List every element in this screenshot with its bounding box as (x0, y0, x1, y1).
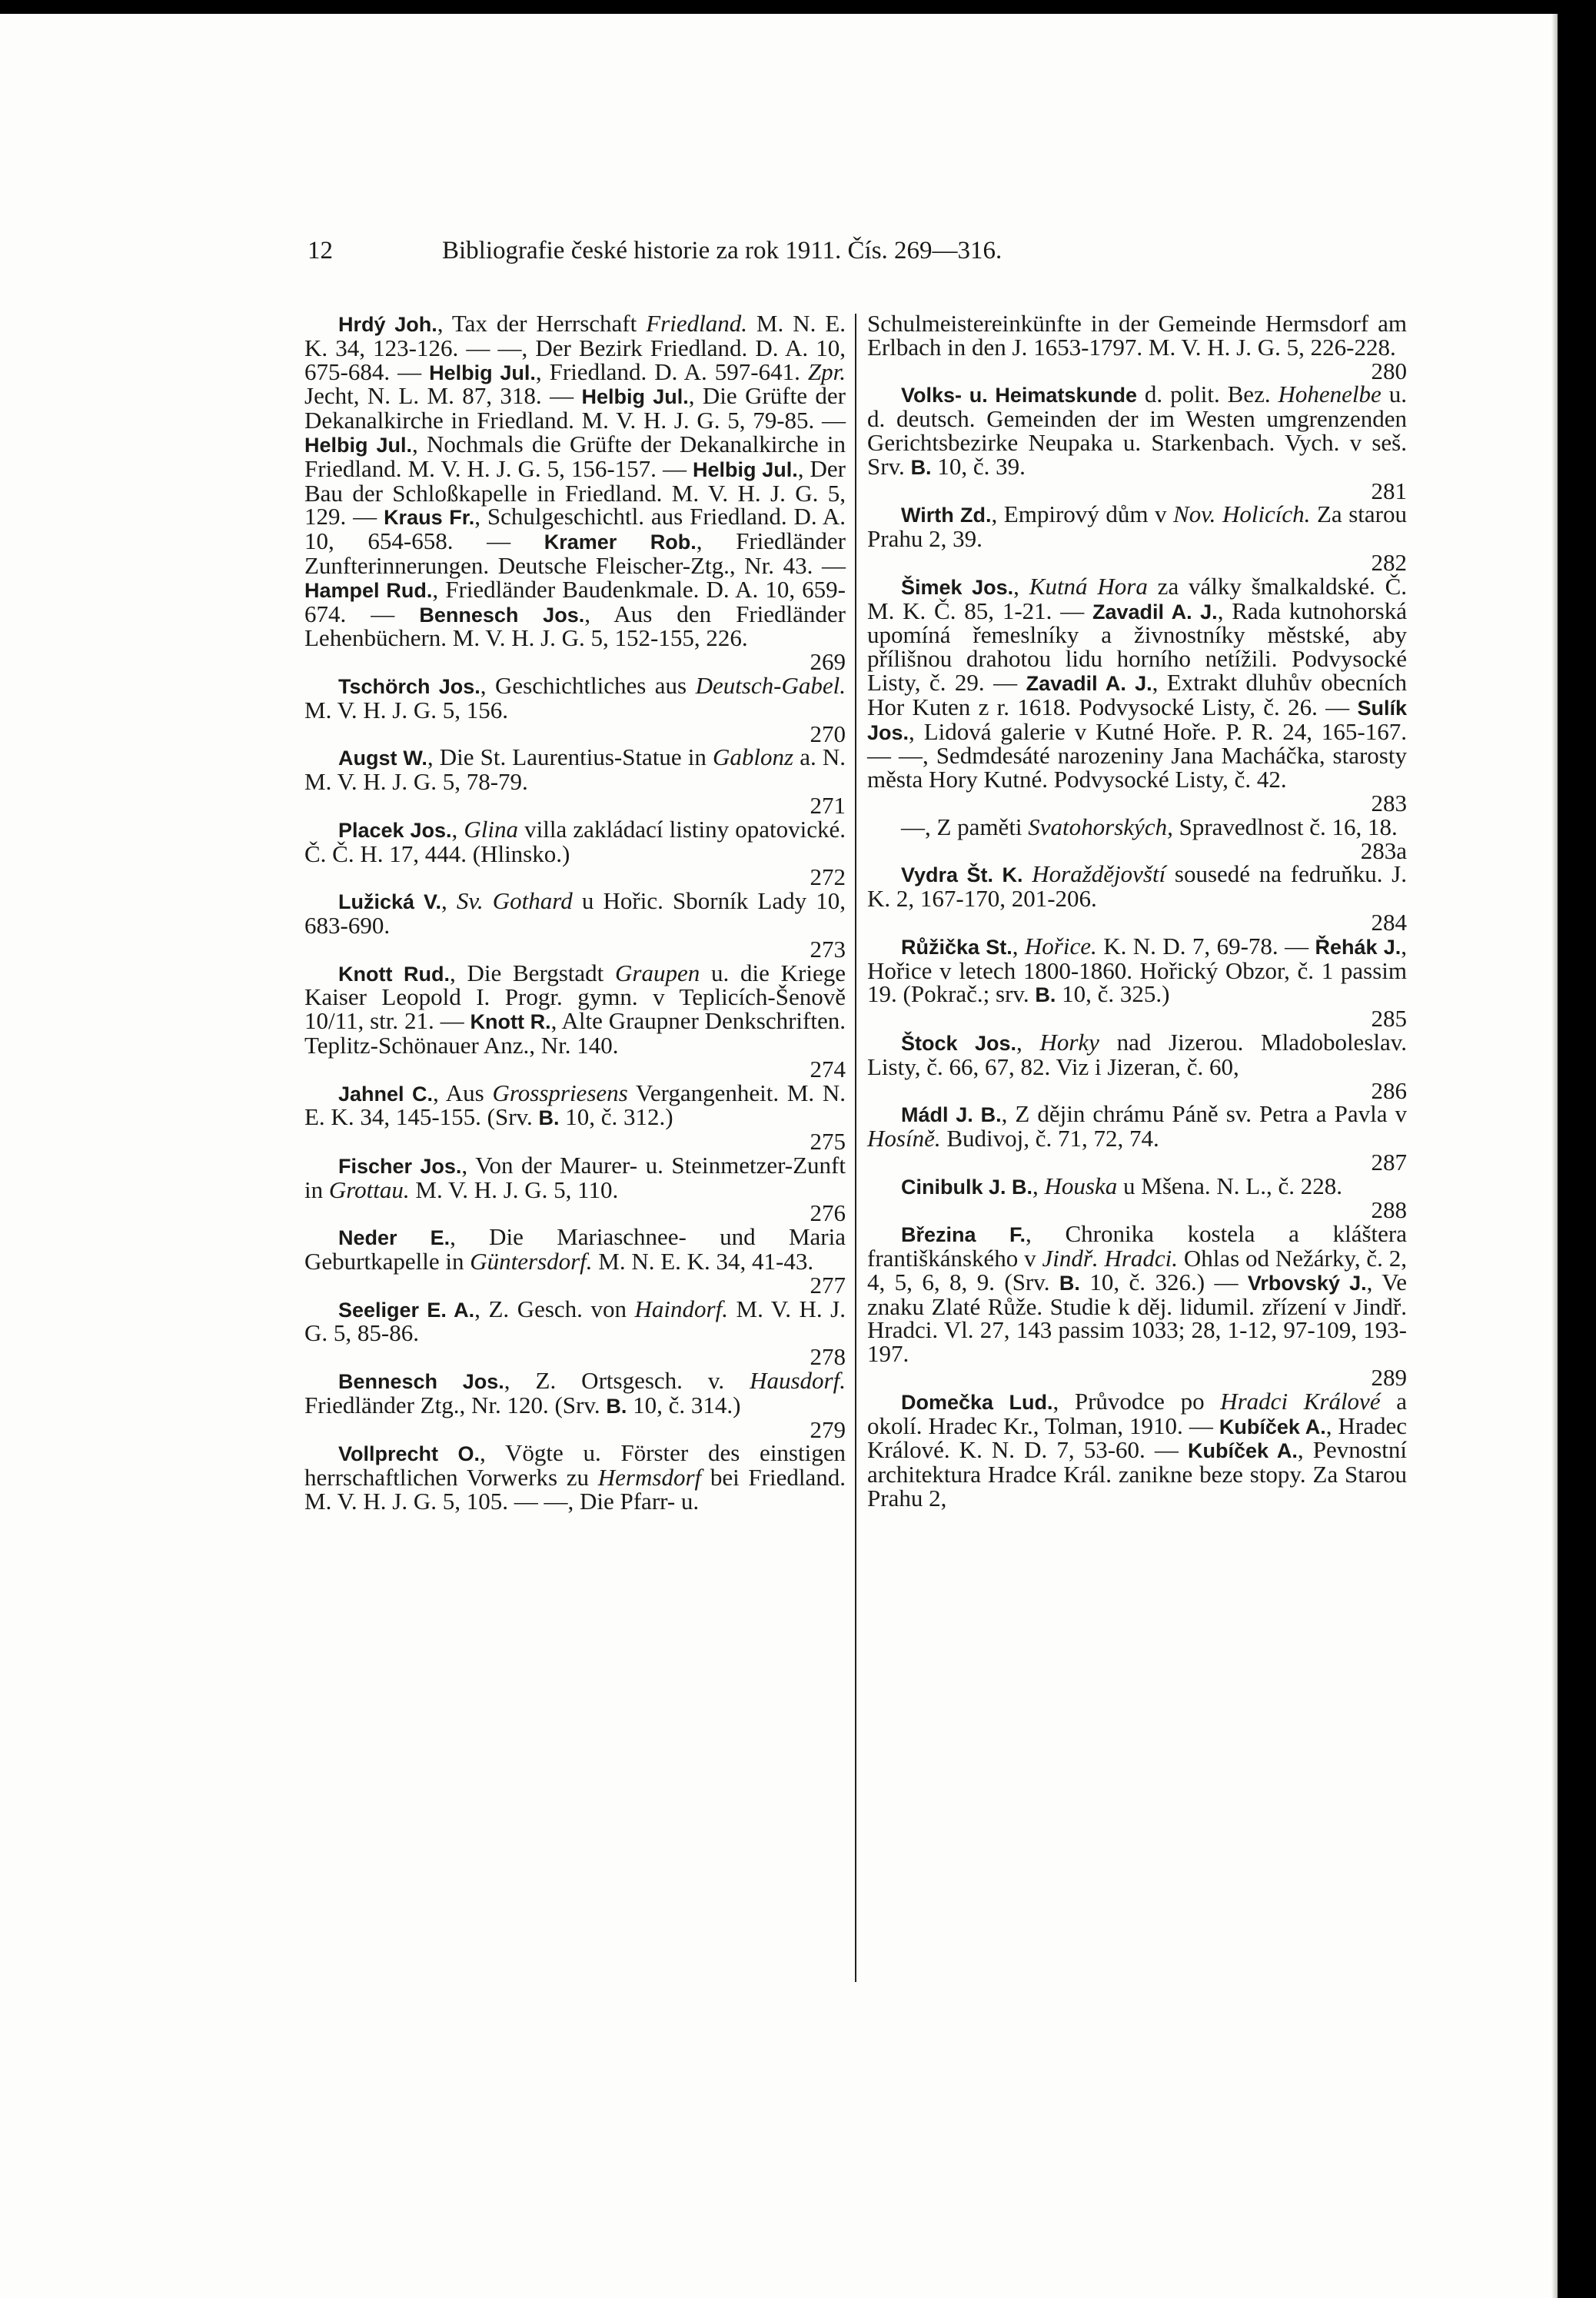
entry-289 (867, 1222, 1407, 1390)
bibliography-ref: B. (1059, 1271, 1080, 1295)
entry-number: 283a (1360, 836, 1407, 864)
entry-text: 10, č. 326.) — (1079, 1268, 1248, 1295)
entry-text: , Pevnostní architektura Hradce Král. zanikne beze stopy. Za Starou Prahu 2, (867, 1436, 1408, 1512)
place-name: Hausdorf. (750, 1367, 846, 1395)
entry-text: , Průvodce po (1052, 1387, 1221, 1415)
place-name: Hosíně. (867, 1125, 941, 1152)
entry-number: 273 (810, 935, 846, 963)
place-name: Hradci Králové (1220, 1387, 1381, 1415)
author: Vrbovský J. (1247, 1271, 1367, 1295)
author: Helbig Jul. (692, 457, 798, 481)
author: Volks- u. Heimatskunde (901, 384, 1137, 407)
entry-text: a okolí. Hradec Kr., Tolman, 1910. — (867, 1387, 1407, 1439)
author: Wirth Zd. (901, 504, 992, 527)
entry-text: nad Jizerou. Mladoboleslav. Listy, č. 66, 67, 82. Viz i Jizeran, č. 60, (867, 1028, 1407, 1080)
place-name: Svatohorských, (1028, 813, 1173, 840)
entry-text: , Hradec Králové. K. N. D. 7, 53-60. — (867, 1412, 1407, 1464)
entry-text: , Aus den Friedländer Lehenbüchern. M. V. H. J. G. 5, 152-155, 226. (304, 600, 846, 652)
entry-number: 270 (810, 720, 846, 747)
author: Kubíček A. (1187, 1439, 1298, 1463)
page-edge (1551, 14, 1558, 2298)
author: Kramer Rob. (544, 530, 697, 554)
author: Helbig Jul. (581, 385, 689, 409)
entry-text: 10, č. 39. (931, 452, 1026, 480)
author: Augst W. (338, 747, 427, 770)
place-name: Hohenelbe (1278, 381, 1382, 408)
entry-285 (867, 932, 1408, 1033)
entry-275 (304, 1079, 846, 1156)
author: Hrdý Joh. (338, 313, 437, 336)
place-name: Güntersdorf. (470, 1248, 593, 1275)
entry-287 (867, 1102, 1407, 1174)
entry-text: , Extrakt dluhův obecních Hor Kuten z r. 1618. Podvysocké Listy, č. 26. — (867, 668, 1407, 720)
entry-text: 10, č. 312.) (559, 1103, 673, 1131)
bibliography-ref: B. (538, 1106, 560, 1130)
entry-number: 275 (810, 1128, 846, 1156)
entry-text: , Von der Maurer- u. Steinmetzer-Zunft in (304, 1151, 846, 1203)
entry-number: 287 (1371, 1148, 1407, 1176)
entry-text: , Rada kutnohorská upomíná řemeslníky a živnostníky městské, aby přílišnou drahotou lidu horního netížili. Podvysocké Listy, č. 29. — (867, 597, 1407, 696)
entry-number: 272 (810, 863, 846, 891)
place-name: Houska (1044, 1172, 1118, 1199)
entry-text: M. N. E. K. 34, 41-43. (592, 1248, 814, 1275)
entry-272 (304, 815, 846, 891)
entry-text: , Ve znaku Zlaté Růže. Studie k děj. lidumil. zřízení v Jindř. Hradci. Vl. 27, 143 passim 1033; 28, 1-12, 97-109, 193-197. (867, 1268, 1407, 1368)
author: Mádl J. B. (901, 1103, 1002, 1127)
entry-text: , Nochmals die Grüfte der Dekanalkirche in Friedland. M. V. H. J. G. 5, 156-157. — (304, 430, 846, 482)
entry-text: Ohlas od Nežárky, č. 2, 4, 5, 6, 8, 9. (Srv. (867, 1245, 1408, 1295)
entry-text: Budivoj, č. 71, 72, 74. (940, 1125, 1159, 1152)
place-name: Nov. Holicích. (1173, 501, 1311, 528)
entry-280-continued (867, 312, 1407, 383)
entry-text: M. V. H. J. G. 5, 85-86. (304, 1295, 846, 1347)
entry-281 (867, 383, 1407, 503)
entry-290 (867, 1387, 1408, 1512)
author: Cinibulk J. B. (901, 1175, 1033, 1199)
place-name: Glina (464, 815, 519, 843)
entry-text: , Z. Ortsgesch. v. (504, 1367, 750, 1395)
entry-text: M. V. H. J. G. 5, 110. (409, 1176, 619, 1203)
author: Neder E. (338, 1226, 451, 1250)
entry-277 (304, 1225, 846, 1297)
author: Sulík Jos. (867, 696, 1407, 744)
entry-number: 279 (810, 1415, 846, 1443)
author: Kraus Fr. (384, 506, 475, 530)
entry-text: , Hořice v letech 1800-1860. Hořický Obzor, č. 1 passim 19. (Pokrač.; srv. (867, 932, 1408, 1008)
entry-text: , Die Grüfte der Dekanalkirche in Friedland. M. V. H. J. G. 5, 79-85. — (304, 382, 846, 434)
entry-text: u Hořic. Sborník Lady 10, 683-690. (304, 887, 846, 939)
entry-text: K. N. D. 7, 69-78. — (1096, 932, 1315, 959)
entry-text: sousedé na fedruňku. J. K. 2, 167-170, 201-206. (867, 860, 1407, 913)
entry-text: , Geschichtliches aus (480, 671, 696, 699)
entry-number: 274 (810, 1055, 846, 1082)
entry-283 (867, 572, 1408, 816)
author: Vydra Št. K. (901, 863, 1023, 887)
entry-text: , Z dějin chrámu Páně sv. Petra a Pavla v (1001, 1100, 1407, 1128)
place-name: Grottau. (328, 1176, 410, 1203)
author: Šimek Jos. (901, 575, 1014, 599)
entry-text: u Mšena. N. L., č. 228. (1117, 1172, 1342, 1199)
entry-text (1023, 860, 1032, 887)
entry-text: , Schulgeschichtl. aus Friedland. D. A. 10, 654-658. — (304, 503, 846, 555)
entry-text: , Die St. Laurentius-Statue in (427, 743, 713, 771)
entry-number: 281 (1371, 477, 1407, 504)
author: Knott Rud. (338, 962, 450, 986)
column-divider (855, 314, 856, 1982)
entry-text: , Der Bau der Schloßkapelle in Friedland. M. V. H. J. G. 5, 129. — (304, 454, 846, 530)
entry-280 (304, 1439, 846, 1515)
author: Placek Jos. (338, 818, 452, 842)
entry-274 (304, 959, 846, 1082)
entry-271 (304, 743, 846, 819)
entry-number: 288 (1371, 1196, 1407, 1224)
entry-276 (304, 1151, 846, 1227)
place-name: Haindorf. (634, 1295, 728, 1322)
place-name: Graupen (615, 959, 700, 986)
entry-text: , (1012, 932, 1025, 959)
place-name: Kutná Hora (1029, 572, 1148, 600)
entry-text: —, Z paměti (901, 813, 1029, 840)
entry-283a (867, 813, 1407, 864)
entry-text: Spravedlnost č. 16, 18. (1172, 813, 1398, 840)
entry-number: 286 (1371, 1076, 1407, 1104)
entry-text: M. N. E. K. 34, 123-126. — —, Der Bezirk Friedland. D. A. 10, 675-684. — (304, 310, 846, 385)
entry-text: , Alte Graupner Denkschriften. Teplitz-Schönauer Anz., Nr. 140. (304, 1007, 846, 1059)
entry-text: , (1013, 572, 1029, 600)
entry-text: Za starou Prahu 2, 39. (867, 501, 1407, 553)
bibliography-ref: B. (910, 455, 932, 479)
entry-number: 289 (1371, 1364, 1407, 1392)
author: Březina F. (901, 1223, 1026, 1247)
entry-text: , Die Bergstadt (449, 959, 616, 986)
entry-text: d. polit. Bez. (1136, 381, 1278, 408)
entry-270 (304, 671, 846, 747)
entry-number: 278 (810, 1343, 846, 1371)
entry-text: , Die Mariaschnee- und Maria Geburtkapelle in (304, 1223, 846, 1275)
author: Seeliger E. A. (338, 1298, 475, 1322)
place-name: Hermsdorf (597, 1464, 702, 1492)
author: Tschörch Jos. (338, 674, 480, 698)
entry-286 (867, 1028, 1407, 1104)
entry-text: , (1032, 1172, 1045, 1199)
entry-number: 277 (810, 1271, 846, 1299)
right-column (867, 312, 1407, 1511)
entry-text: 10, č. 325.) (1056, 980, 1170, 1008)
entry-text: M. V. H. J. G. 5, 156. (304, 696, 508, 723)
place-name: Friedland. (646, 310, 747, 337)
entry-number: 269 (810, 648, 846, 676)
author: Bennesch Jos. (338, 1370, 504, 1394)
entry-text: 10, č. 314.) (627, 1391, 741, 1418)
entry-text: u. die Kriege Kaiser Leopold I. Progr. gymn. v Teplicích-Šenově 10/11, str. 21. — (304, 959, 846, 1035)
author: Kubíček A. (1219, 1415, 1326, 1438)
entry-279 (304, 1369, 846, 1442)
place-name: Hořice. (1024, 932, 1097, 959)
entry-number: 285 (1371, 1005, 1407, 1033)
entry-text: , Aus (433, 1079, 493, 1106)
entry-text: , Empirový dům v (991, 501, 1174, 528)
entry-text: za války šmalkaldské. Č. M. K. Č. 85, 1-21. — (867, 572, 1408, 624)
entry-text: Vergangenheit. M. N. E. K. 34, 145-155. (Srv. (304, 1079, 846, 1131)
entry-text: , Tax der Herrschaft (437, 310, 647, 337)
entry-278 (304, 1295, 846, 1371)
entry-text: , Chronika kostela a kláštera františkánského v (867, 1220, 1407, 1272)
page-number: 12 (308, 237, 333, 264)
entry-text: villa zakládací listiny opatovické. Č. Č. H. 17, 444. (Hlinsko.) (304, 815, 846, 867)
author: Zavadil A. J. (1092, 600, 1218, 624)
author: Bennesch Jos. (419, 603, 585, 627)
author: Vollprecht O. (338, 1442, 480, 1466)
entry-text: , (1016, 1028, 1040, 1056)
entry-text: , (451, 815, 464, 843)
running-header (308, 237, 1384, 265)
place-name: Grosspriesens (492, 1079, 628, 1106)
place-name: Horaždějovští (1032, 860, 1166, 888)
entry-number: 276 (810, 1199, 846, 1227)
entry-text: , Lidová galerie v Kutné Hoře. P. R. 24, 165-167. — —, Sedmdesáté narozeniny Jana Macháčka, starosty města Hory Kutné. Podvysocké Listy, č. 42. (867, 717, 1407, 793)
bibliography-ref: B. (1035, 983, 1056, 1007)
entry-text: , Vögte u. Förster des einstigen herrschaftlichen Vorwerks zu (304, 1439, 846, 1492)
entry-number: 280 (1371, 357, 1407, 384)
entry-284 (867, 860, 1407, 936)
abbreviation: Zpr. (807, 358, 846, 385)
author: Helbig Jul. (304, 433, 412, 457)
author: Štock Jos. (901, 1031, 1016, 1055)
author: Zavadil A. J. (1026, 671, 1152, 695)
entry-number: 284 (1371, 908, 1407, 936)
place-name: Horky (1039, 1028, 1099, 1056)
entry-number: 282 (1371, 548, 1407, 576)
entry-text: Schulmeistereinkünfte in der Gemeinde Hermsdorf am Erlbach in den J. 1653-1797. M. V. H. J. G. 5, 226-228. (867, 310, 1407, 361)
place-name: Sv. Gothard (456, 887, 573, 915)
entry-text: , Friedland. D. A. 597-641. (535, 358, 808, 385)
entry-text: a. N. M. V. H. J. G. 5, 78-79. (304, 743, 846, 796)
author: Hampel Rud. (304, 578, 433, 602)
left-column (304, 312, 846, 1514)
author: Růžička St. (901, 935, 1012, 959)
entry-text: Friedländer Ztg., Nr. 120. (Srv. (304, 1391, 607, 1418)
entry-text: , (441, 887, 457, 915)
author: Fischer Jos. (338, 1154, 462, 1178)
entry-text: , Friedländer Zunfterinnerungen. Deutsche Fleischer-Ztg., Nr. 43. — (304, 527, 846, 579)
author: Domečka Lud. (901, 1390, 1053, 1414)
entry-273 (304, 887, 846, 963)
entry-282 (867, 503, 1407, 574)
author: Helbig Jul. (429, 361, 536, 384)
author: Jahnel C. (338, 1082, 434, 1106)
bibliography-ref: B. (606, 1394, 627, 1418)
page-title: Bibliografie české historie za rok 1911. Čís. 269—316. (442, 237, 1002, 264)
author: Knott R. (470, 1010, 551, 1034)
entry-number: 271 (810, 791, 846, 819)
entry-text: bei Friedland. M. V. H. J. G. 5, 105. — —, Die Pfarr- u. (304, 1464, 846, 1515)
author: Lužická V. (338, 890, 441, 914)
place-name: Gablonz (713, 743, 794, 771)
entry-269 (304, 312, 846, 674)
place-name: Jindř. Hradci. (1042, 1245, 1179, 1272)
entry-text: Jecht, N. L. M. 87, 318. — (304, 382, 582, 410)
entry-288 (867, 1172, 1407, 1224)
entry-text: , Z. Gesch. von (474, 1295, 635, 1322)
entry-text: u. d. deutsch. Gemeinden der im Westen umgrenzenden Gerichtsbezirke Neupaka u. Starkenbach. Vych. v seš. Srv. (867, 381, 1408, 480)
entry-number: 283 (1371, 789, 1407, 816)
place-name: Deutsch-Gabel. (695, 671, 846, 699)
entry-text: , Friedländer Baudenkmale. D. A. 10, 659-674. — (304, 575, 846, 627)
author: Řehák J. (1315, 935, 1401, 959)
